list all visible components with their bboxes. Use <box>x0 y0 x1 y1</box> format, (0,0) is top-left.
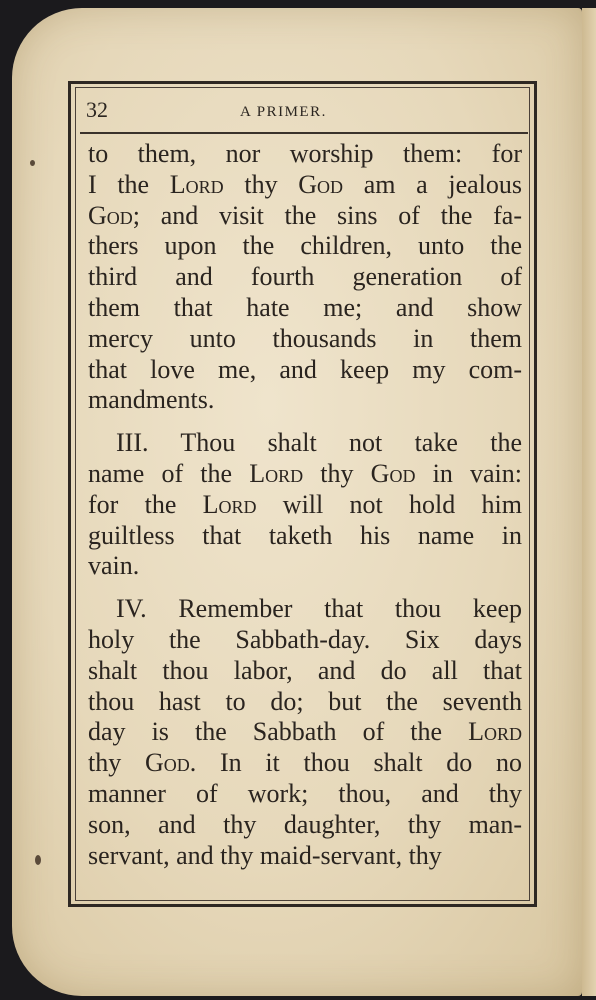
text-line <box>88 385 522 416</box>
page-header <box>80 93 525 129</box>
text-line <box>88 201 522 232</box>
text-line <box>88 324 522 355</box>
small-caps-word: God <box>370 458 416 488</box>
text-run: thers upon the children, unto the <box>88 231 522 261</box>
text-line <box>88 139 522 170</box>
small-caps-word: God <box>88 200 133 230</box>
small-caps-word: Lord <box>169 169 224 199</box>
text-run: I the <box>88 169 170 199</box>
text-line <box>88 262 522 293</box>
text-line <box>88 717 522 748</box>
text-run: vain. <box>88 551 140 581</box>
paragraph-gap <box>88 582 522 594</box>
text-run: them that hate me; and show <box>88 292 522 322</box>
text-line <box>88 521 522 552</box>
header-rule <box>80 132 528 134</box>
page-edge <box>582 8 596 996</box>
text-run: holy the Sabbath-day. Six days <box>88 624 522 654</box>
text-run: III. Thou shalt not take the <box>116 428 522 458</box>
text-line <box>88 779 522 810</box>
small-caps-word: Lord <box>468 717 522 747</box>
text-run: thy <box>223 169 299 199</box>
text-run: that love me, and keep my com- <box>88 354 522 384</box>
body-text <box>88 139 522 871</box>
text-run: . In it thou shalt do no <box>189 748 522 778</box>
small-caps-word: Lord <box>202 489 257 519</box>
running-head: A PRIMER. <box>240 104 327 120</box>
text-line <box>88 490 522 521</box>
small-caps-word: God <box>144 748 190 778</box>
text-run: ; and visit the sins of the fa- <box>132 200 522 230</box>
text-run: son, and thy daughter, thy man- <box>88 809 522 839</box>
text-run: servant, and thy maid-servant, thy <box>88 840 442 870</box>
text-line <box>88 459 522 490</box>
text-run: IV. Remember that thou keep <box>116 594 522 624</box>
small-caps-word: Lord <box>249 458 304 488</box>
text-line <box>88 810 522 841</box>
foxing-spot <box>30 160 35 166</box>
text-run: am a jealous <box>343 169 523 199</box>
text-run: name of the <box>88 458 250 488</box>
text-run: mercy unto thousands in them <box>88 323 522 353</box>
text-run: third and fourth generation of <box>88 262 522 292</box>
paragraph <box>88 594 522 871</box>
text-run: thy <box>88 748 145 778</box>
text-line <box>88 428 522 459</box>
text-line <box>88 656 522 687</box>
paragraph-gap <box>88 416 522 428</box>
foxing-spot <box>35 855 41 865</box>
page-number: 32 <box>86 97 108 122</box>
text-line <box>88 170 522 201</box>
text-run: manner of work; thou, and thy <box>88 778 522 808</box>
text-line <box>88 293 522 324</box>
text-run: guiltless that taketh his name in <box>88 520 522 550</box>
text-run: thou hast to do; but the seventh <box>88 686 522 716</box>
text-run: for the <box>88 489 203 519</box>
text-line <box>88 625 522 656</box>
text-line <box>88 748 522 779</box>
text-run: in vain: <box>415 458 522 488</box>
small-caps-word: God <box>298 169 344 199</box>
text-line <box>88 841 522 872</box>
text-run: to them, nor worship them: for <box>88 139 522 168</box>
paragraph <box>88 139 522 416</box>
text-line <box>88 594 522 625</box>
text-run: day is the Sabbath of the <box>88 717 469 747</box>
text-run: will not hold him <box>256 489 522 519</box>
paragraph <box>88 428 522 582</box>
text-run: thy <box>303 458 371 488</box>
text-line <box>88 231 522 262</box>
text-line <box>88 687 522 718</box>
text-run: mandments. <box>88 385 215 415</box>
text-run: shalt thou labor, and do all that <box>88 655 522 685</box>
text-line <box>88 355 522 386</box>
text-line <box>88 551 522 582</box>
